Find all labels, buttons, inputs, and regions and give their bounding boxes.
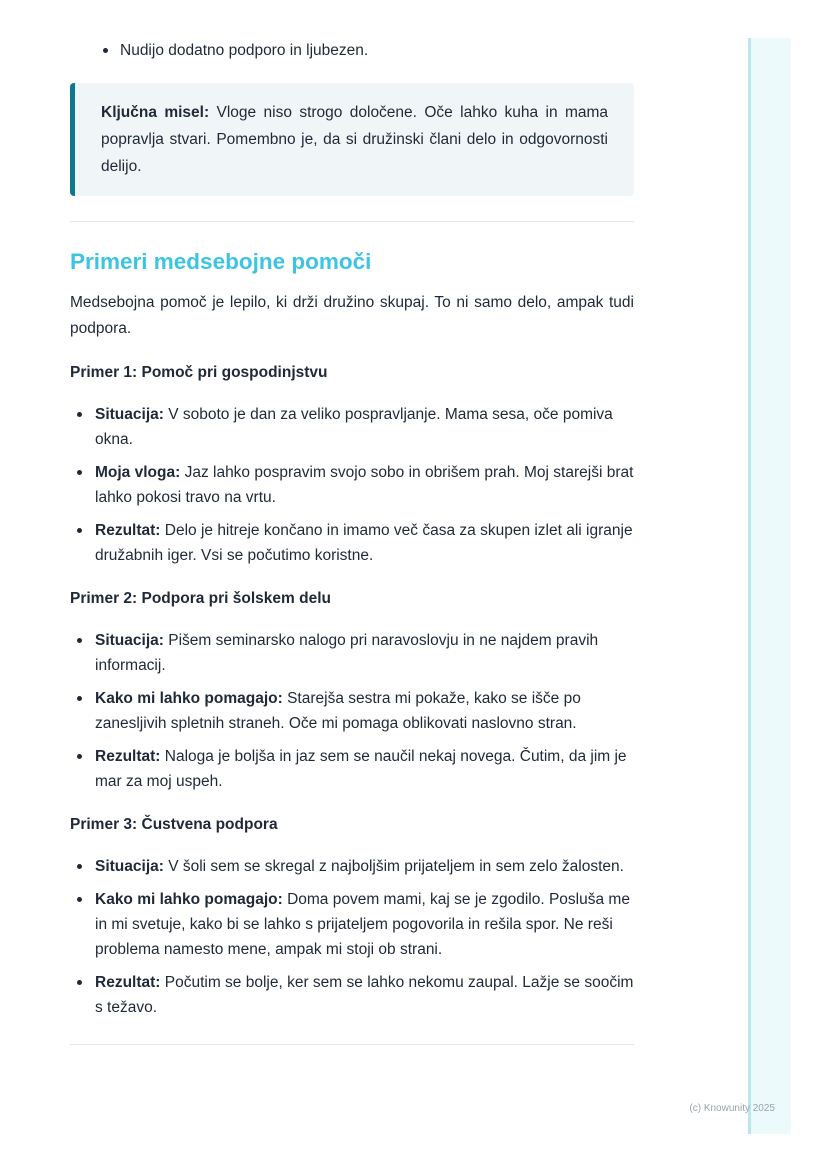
- example-title: Primer 2: Podpora pri šolskem delu: [70, 590, 331, 607]
- list-item-text: Nudijo dodatno podporo in ljubezen.: [120, 42, 369, 59]
- item-label: Rezultat:: [95, 522, 161, 539]
- list-item: [70, 518, 634, 568]
- item-label: Situacija:: [95, 406, 164, 423]
- list-item: [70, 38, 634, 63]
- item-label: Kako mi lahko pomagajo:: [95, 891, 283, 908]
- item-text: Doma povem mami, kaj se je zgodilo. Posluša me in mi svetuje, kako bi se lahko s prijateljem pogovorila in rešila spor. Ne reši problema namesto mene, ampak mi stoji ob strani.: [95, 891, 630, 958]
- item-text: Naloga je boljša in jaz sem se naučil nekaj novega. Čutim, da jim je mar za moj uspeh.: [95, 748, 627, 790]
- item-text: V šoli sem se skregal z najboljšim prijateljem in sem zelo žalosten.: [163, 858, 624, 875]
- item-text: Delo je hitreje končano in imamo več časa za skupen izlet ali igranje družabnih iger. Vsi se počutimo koristne.: [95, 522, 633, 564]
- item-text: Pišem seminarsko nalogo pri naravoslovju in ne najdem pravih informacij.: [95, 632, 599, 674]
- item-label: Kako mi lahko pomagajo:: [95, 690, 283, 707]
- section-intro: Medsebojna pomoč je lepilo, ki drži družino skupaj. To ni samo delo, ampak tudi podpora.: [70, 294, 634, 337]
- copyright-footer: (c) Knowunity 2025: [689, 1103, 775, 1114]
- item-label: Situacija:: [95, 632, 164, 649]
- section-divider: [70, 1044, 634, 1045]
- section-heading: Primeri medsebojne pomoči: [70, 249, 372, 274]
- document-content: [70, 38, 634, 1045]
- example-list: [70, 854, 634, 1020]
- item-text: Starejša sestra mi pokaže, kako se išče po zanesljivih spletnih straneh. Oče mi pomaga oblikovati naslovno stran.: [95, 690, 581, 732]
- side-decoration-band: [748, 38, 791, 1134]
- list-item: [70, 970, 634, 1020]
- callout-text: Vloge niso strogo določene. Oče lahko kuha in mama popravlja stvari. Pomembno je, da si družinski člani delo in odgovornosti delijo.: [101, 104, 609, 175]
- example-title: Primer 1: Pomoč pri gospodinjstvu: [70, 364, 328, 381]
- list-item: [70, 460, 634, 510]
- item-text: Počutim se bolje, ker sem se lahko nekomu zaupal. Lažje se soočim s težavo.: [95, 974, 634, 1016]
- list-item: [70, 686, 634, 736]
- example-list: [70, 402, 634, 568]
- section-divider: [70, 221, 634, 222]
- example-list: [70, 628, 634, 794]
- key-thought-callout: [70, 83, 634, 196]
- list-item: [70, 854, 634, 879]
- item-label: Moja vloga:: [95, 464, 181, 481]
- list-item: [70, 628, 634, 678]
- list-item: [70, 744, 634, 794]
- side-decoration-line: [748, 38, 751, 1134]
- item-label: Situacija:: [95, 858, 164, 875]
- item-label: Rezultat:: [95, 974, 161, 991]
- callout-label: Ključna misel:: [101, 104, 210, 121]
- top-bullet-list: [70, 38, 634, 63]
- item-label: Rezultat:: [95, 748, 161, 765]
- list-item: [70, 402, 634, 452]
- item-text: V soboto je dan za veliko pospravljanje. Mama sesa, oče pomiva okna.: [95, 406, 613, 448]
- item-text: Jaz lahko pospravim svojo sobo in obrišem prah. Moj starejši brat lahko pokosi travo na vrtu.: [95, 464, 634, 506]
- list-item: [70, 887, 634, 962]
- example-title: Primer 3: Čustvena podpora: [70, 816, 278, 833]
